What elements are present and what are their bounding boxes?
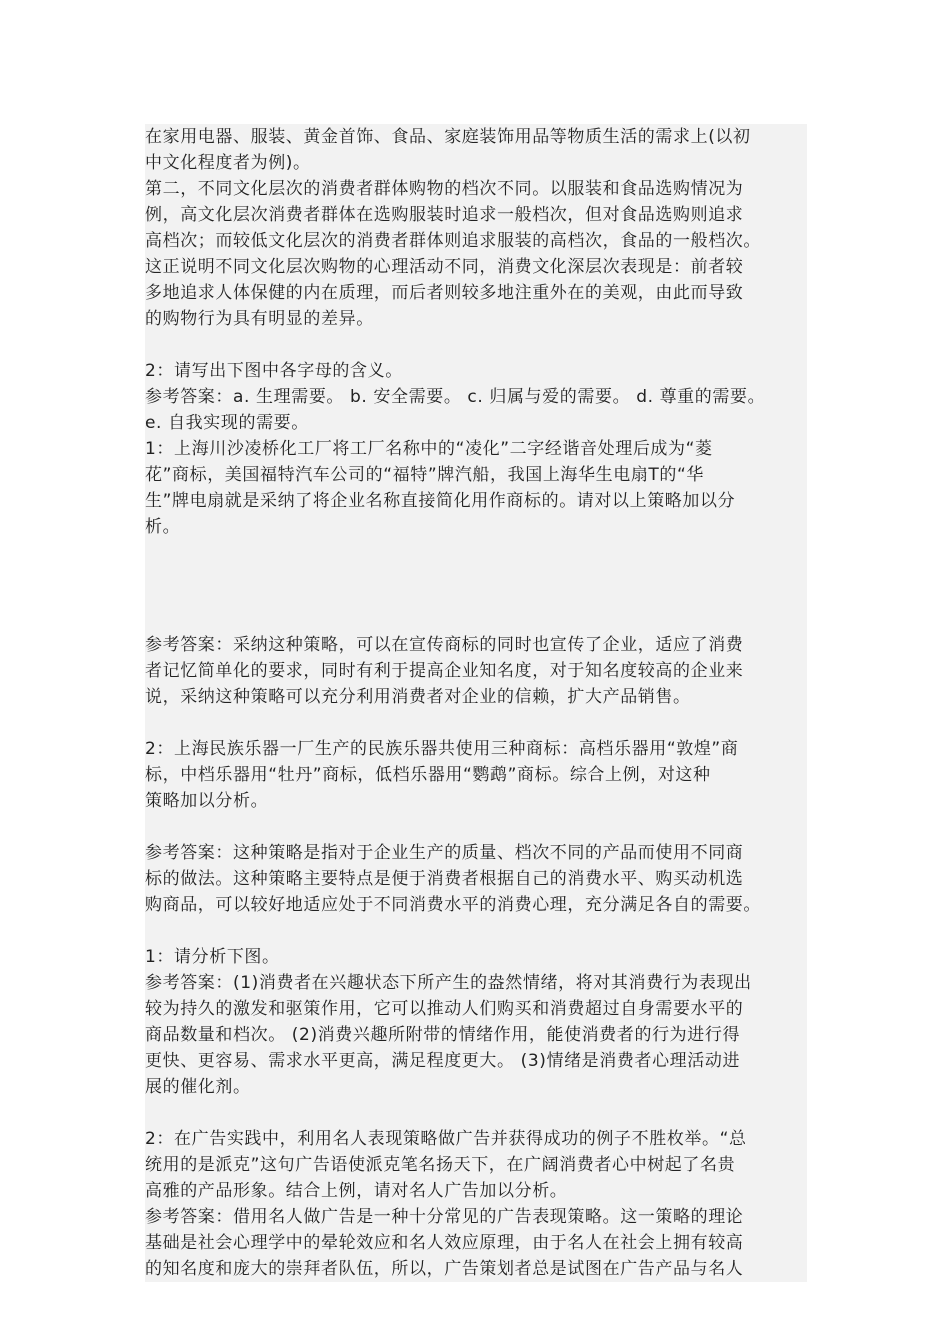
- text-line: e. 自我实现的需要。: [145, 413, 309, 433]
- blank-line: [145, 918, 807, 944]
- text-line: 的知名度和庞大的崇拜者队伍，所以，广告策划者总是试图在广告产品与名人: [145, 1259, 744, 1279]
- text-line: 析。: [145, 517, 181, 537]
- text-line: 商品数量和档次。 (2)消费兴趣所附带的情绪作用，能使消费者的行为进行得: [145, 1025, 741, 1045]
- text-line: 参考答案：借用名人做广告是一种十分常见的广告表现策略。这一策略的理论: [145, 1207, 744, 1227]
- text-line: 策略加以分析。: [145, 791, 269, 811]
- blank-gap: [145, 540, 807, 606]
- text-line: 较为持久的激发和驱策作用，它可以推动人们购买和消费超过自身需要水平的: [145, 999, 744, 1019]
- text-line: 1：上海川沙凌桥化工厂将工厂名称中的“凌化”二字经谐音处理后成为“菱: [145, 439, 713, 459]
- text-line: 花”商标，美国福特汽车公司的“福特”牌汽船，我国上海华生电扇T的“华: [145, 465, 705, 485]
- text-line: 1：请分析下图。: [145, 947, 280, 967]
- document-body: [145, 124, 807, 1282]
- text-line: 高雅的产品形象。结合上例，请对名人广告加以分析。: [145, 1181, 568, 1201]
- text-line: 这正说明不同文化层次购物的心理活动不同，消费文化深层次表现是：前者较: [145, 257, 744, 277]
- text-line: 2：请写出下图中各字母的含义。: [145, 361, 403, 381]
- text-line: 第二，不同文化层次的消费者群体购物的档次不同。以服装和食品选购情况为: [145, 179, 744, 199]
- text-line: 参考答案：(1)消费者在兴趣状态下所产生的盎然情绪，将对其消费行为表现出: [145, 973, 752, 993]
- text-line: 参考答案：a. 生理需要。 b. 安全需要。 c. 归属与爱的需要。 d. 尊重的需要。: [145, 387, 766, 407]
- text-line: 例，高文化层次消费者群体在选购服装时追求一般档次，但对食品选购则追求: [145, 205, 744, 225]
- text-line: 的购物行为具有明显的差异。: [145, 309, 374, 329]
- blank-line: [145, 1100, 807, 1126]
- text-line: 2：在广告实践中，利用名人表现策略做广告并获得成功的例子不胜枚举。“总: [145, 1129, 747, 1149]
- text-line: 生”牌电扇就是采纳了将企业名称直接简化用作商标的。请对以上策略加以分: [145, 491, 736, 511]
- text-line: 参考答案：这种策略是指对于企业生产的质量、档次不同的产品而使用不同商: [145, 843, 744, 863]
- text-line: 多地追求人体保健的内在质理，而后者则较多地注重外在的美观，由此而导致: [145, 283, 744, 303]
- blank-line: [145, 606, 807, 632]
- text-line: 者记忆简单化的要求，同时有利于提高企业知名度，对于知名度较高的企业来: [145, 661, 744, 681]
- text-line: 标，中档乐器用“牡丹”商标，低档乐器用“鹦鹉”商标。综合上例，对这种: [145, 765, 711, 785]
- text-line: 高档次；而较低文化层次的消费者群体则追求服装的高档次，食品的一般档次。: [145, 231, 761, 251]
- text-line: 2：上海民族乐器一厂生产的民族乐器共使用三种商标：高档乐器用“敦煌”商: [145, 739, 739, 759]
- text-line: 基础是社会心理学中的晕轮效应和名人效应原理，由于名人在社会上拥有较高: [145, 1233, 744, 1253]
- text-line: 中文化程度者为例)。: [145, 153, 311, 173]
- text-line: 统用的是派克”这句广告语使派克笔名扬天下，在广阔消费者心中树起了名贵: [145, 1155, 736, 1175]
- text-line: 在家用电器、服装、黄金首饰、食品、家庭装饰用品等物质生活的需求上(以初: [145, 127, 751, 147]
- blank-line: [145, 710, 807, 736]
- text-line: 更快、更容易、需求水平更高，满足程度更大。 (3)情绪是消费者心理活动进: [145, 1051, 741, 1071]
- text-line: 参考答案：采纳这种策略，可以在宣传商标的同时也宣传了企业，适应了消费: [145, 635, 744, 655]
- blank-line: [145, 332, 807, 358]
- text-line: 展的催化剂。: [145, 1077, 251, 1097]
- text-line: 标的做法。这种策略主要特点是便于消费者根据自己的消费水平、购买动机选: [145, 869, 744, 889]
- text-line: 说，采纳这种策略可以充分利用消费者对企业的信赖，扩大产品销售。: [145, 687, 691, 707]
- text-line: 购商品，可以较好地适应处于不同消费水平的消费心理，充分满足各自的需要。: [145, 895, 761, 915]
- blank-line: [145, 814, 807, 840]
